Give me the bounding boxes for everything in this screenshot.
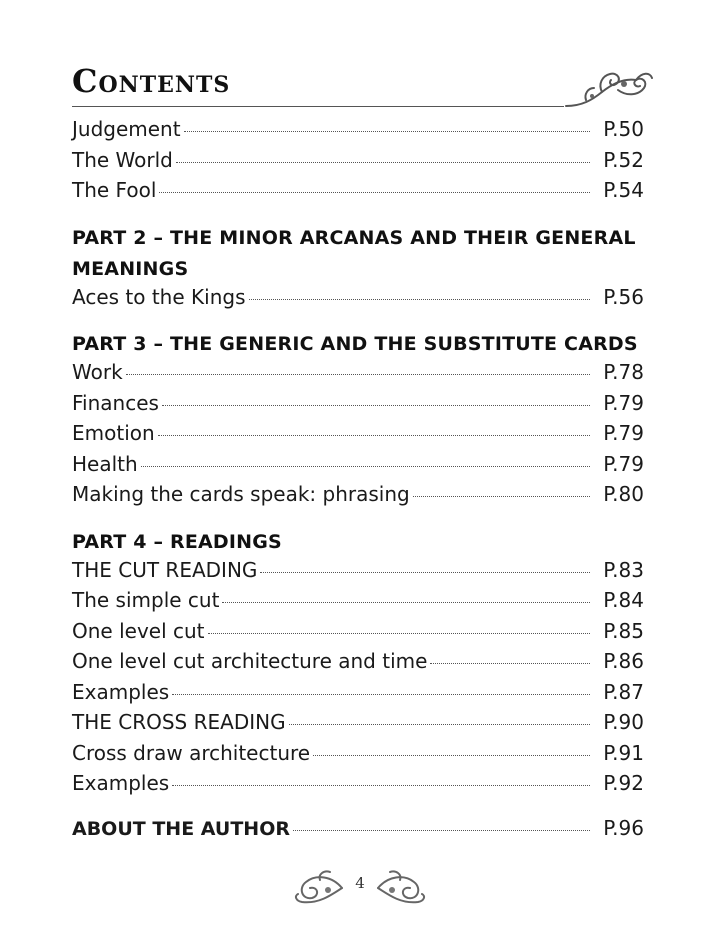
toc-entry[interactable] xyxy=(72,649,644,680)
toc-entry-label: Emotion xyxy=(72,421,155,445)
toc-entry-about-author[interactable] xyxy=(72,816,644,847)
dot-leader xyxy=(430,663,590,664)
toc-entry-page: P.50 xyxy=(603,117,644,141)
table-of-contents xyxy=(72,117,644,846)
toc-entry[interactable] xyxy=(72,421,644,452)
toc-entry-label: Judgement xyxy=(72,117,181,141)
toc-entry[interactable] xyxy=(72,771,644,802)
toc-entry-label: THE CROSS READING xyxy=(72,710,286,734)
dot-leader xyxy=(313,755,590,756)
dot-leader xyxy=(413,496,590,497)
toc-entry-page: P.79 xyxy=(603,390,644,415)
toc-entry[interactable] xyxy=(72,680,644,711)
toc-entry[interactable] xyxy=(72,360,644,391)
toc-entry-page: P.54 xyxy=(603,178,644,202)
section-heading: PART 4 – READINGS xyxy=(72,530,282,553)
toc-entry[interactable] xyxy=(72,619,644,650)
dot-leader xyxy=(172,785,590,786)
dot-leader xyxy=(176,162,590,163)
toc-entry-label: Finances xyxy=(72,390,159,415)
dot-leader xyxy=(159,192,590,193)
toc-entry[interactable] xyxy=(72,148,644,179)
title-rule xyxy=(72,106,564,107)
toc-entry-page: P.87 xyxy=(603,679,644,704)
toc-entry-page: P.52 xyxy=(603,147,644,172)
toc-entry-page: P.83 xyxy=(603,557,644,582)
toc-entry-label: One level cut architecture and time xyxy=(72,649,428,673)
toc-entry-page: P.84 xyxy=(603,588,644,612)
toc-entry-page: P.78 xyxy=(603,360,644,384)
toc-entry-label: The simple cut xyxy=(72,588,220,612)
dot-leader xyxy=(162,405,590,406)
toc-entry[interactable] xyxy=(72,285,644,316)
page-title: Contents xyxy=(72,62,231,100)
toc-entry-page: P.79 xyxy=(603,421,644,445)
dot-leader xyxy=(141,466,590,467)
toc-entry-label: Health xyxy=(72,451,138,476)
toc-entry[interactable] xyxy=(72,178,644,209)
toc-entry-label: Aces to the Kings xyxy=(72,284,246,309)
toc-entry-label: One level cut xyxy=(72,618,205,643)
toc-entry-label: The World xyxy=(72,147,173,172)
toc-entry-label: Examples xyxy=(72,771,170,795)
dot-leader xyxy=(172,694,590,695)
toc-entry-page: P.80 xyxy=(603,482,644,506)
toc-entry-label: The Fool xyxy=(72,178,157,202)
section-heading: PART 2 – THE MINOR ARCANAS AND THEIR GENERAL MEANINGS xyxy=(72,226,636,280)
section-heading: PART 3 – THE GENERIC AND THE SUBSTITUTE CARDS xyxy=(72,333,638,355)
toc-entry-page: P.79 xyxy=(603,451,644,476)
page-number: 4 xyxy=(355,874,365,892)
toc-entry-page: P.92 xyxy=(603,771,644,795)
dot-leader xyxy=(126,374,590,375)
dot-leader xyxy=(158,435,590,436)
toc-entry-label: Examples xyxy=(72,679,170,704)
toc-entry-page: P.86 xyxy=(603,649,644,673)
toc-entry[interactable] xyxy=(72,452,644,483)
dot-leader xyxy=(293,830,590,831)
toc-entry-page: P.91 xyxy=(603,740,644,765)
toc-entry[interactable] xyxy=(72,710,644,741)
toc-entry-label: THE CUT READING xyxy=(72,557,258,582)
dot-leader xyxy=(260,572,590,573)
toc-entry-page: P.90 xyxy=(603,710,644,734)
dot-leader xyxy=(208,633,590,634)
dot-leader xyxy=(249,299,591,300)
toc-entry[interactable] xyxy=(72,391,644,422)
toc-entry-label: ABOUT THE AUTHOR xyxy=(72,817,290,840)
dot-leader xyxy=(222,602,590,603)
toc-entry[interactable] xyxy=(72,117,644,148)
toc-entry-label: Work xyxy=(72,360,123,384)
toc-entry[interactable] xyxy=(72,482,644,513)
toc-entry[interactable] xyxy=(72,588,644,619)
dot-leader xyxy=(184,131,590,132)
toc-entry-label: Making the cards speak: phrasing xyxy=(72,482,410,506)
toc-entry-page: P.85 xyxy=(603,618,644,643)
toc-entry-page: P.56 xyxy=(603,284,644,309)
toc-entry-page: P.96 xyxy=(603,815,644,840)
toc-entry[interactable] xyxy=(72,741,644,772)
dot-leader xyxy=(289,724,590,725)
toc-entry[interactable] xyxy=(72,558,644,589)
floral-ornament-icon xyxy=(562,66,654,112)
toc-entry-label: Cross draw architecture xyxy=(72,740,311,765)
